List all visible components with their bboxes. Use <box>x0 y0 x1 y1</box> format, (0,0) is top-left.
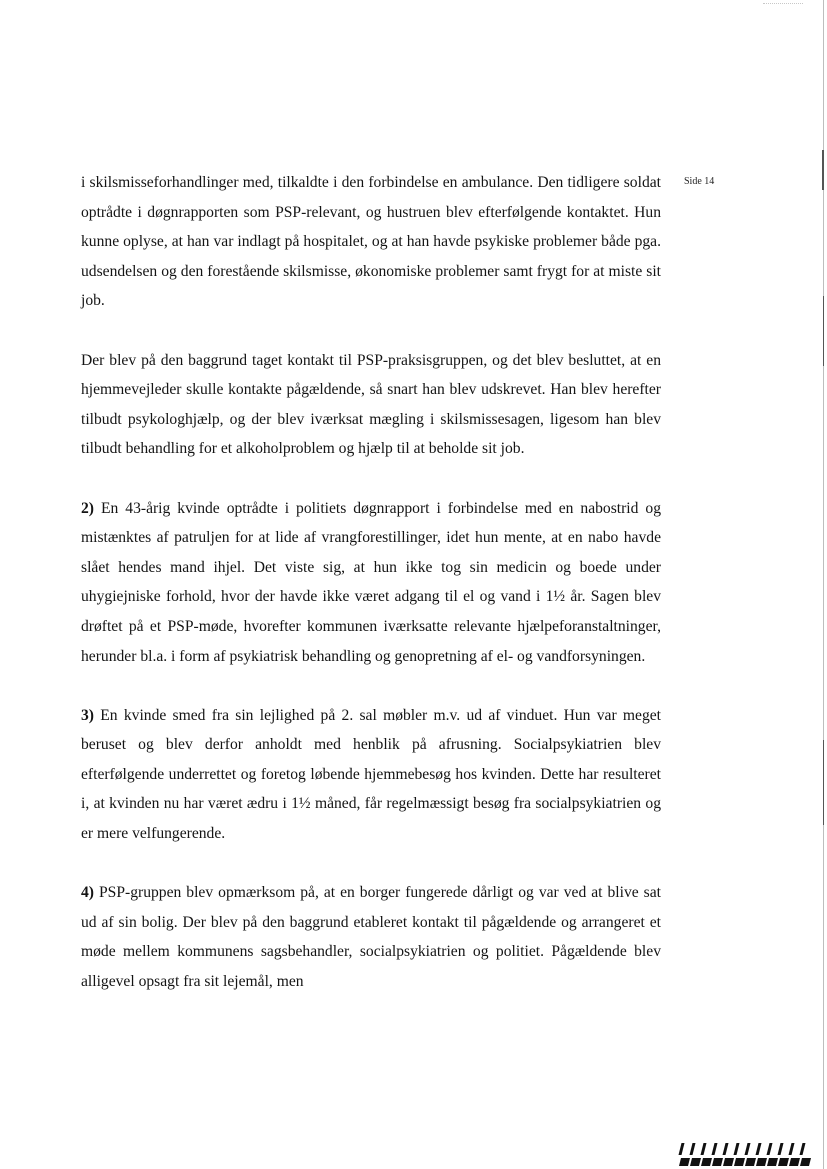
paragraph-text: i skilsmisseforhandlinger med, tilkaldte i den forbindelse en ambulance. Den tidligere soldat optrådte i døgnrapporten som PSP-relevant, og hustruen blev efterfølgende kontaktet. Hun kunne oplyse, at han var indlagt på hospitalet, og at han havde psykiske problemer både pga. udsendelsen og den forestående skilsmisse, økonomiske problemer samt frygt for at miste sit job. <box>81 174 661 310</box>
paragraph <box>81 346 661 464</box>
scan-edge-mark <box>823 296 824 366</box>
case-number: 4) <box>81 884 94 902</box>
scan-artifact <box>763 3 803 4</box>
scan-edge-mark <box>822 150 824 190</box>
paragraph-text: Der blev på den baggrund taget kontakt til PSP-praksisgruppen, og det blev besluttet, at en hjemmevejleder skulle kontakte pågældende, så snart han blev udskrevet. Han blev herefter tilbudt psykologhjælp, og der blev iværksat mægling i skilsmissesagen, ligesom han blev tilbudt behandling for et alkoholproblem og hjælp til at beholde sit job. <box>81 351 661 458</box>
document-body <box>81 168 661 1026</box>
paragraph-case-4 <box>81 878 661 996</box>
page-number-label: Side 14 <box>684 176 715 187</box>
case-number: 2) <box>81 499 94 517</box>
paragraph-case-2 <box>81 494 661 672</box>
paragraph-text: PSP-gruppen blev opmærksom på, at en borger fungerede dårligt og var ved at blive sat ud af sin bolig. Der blev på den baggrund etableret kontakt til pågældende og arrangeret et møde mellem kommunens sagsbehandler, socialpsykiatrien og politiet. Pågældende blev alligevel opsagt fra sit lejemål, men <box>81 884 661 991</box>
paragraph-text: En 43-årig kvinde optrådte i politiets døgnrapport i forbindelse med en nabostrid og mistænktes af patruljen for at lide af vrangforestillinger, idet hun mente, at en nabo havde slået hendes mand ihjel. Det viste sig, at hun ikke tog sin medicin og boede under uhygiejniske forhold, hvor der havde ikke været adgang til el og vand i 1½ år. Sagen blev drøftet på et PSP-møde, hvorefter kommunen iværksatte relevante hjælpeforanstaltninger, herunder bl.a. i form af psykiatrisk behandling og genopretning af el- og vandforsyningen. <box>81 499 662 665</box>
paragraph-text: En kvinde smed fra sin lejlighed på 2. sal møbler m.v. ud af vinduet. Hun var meget beruset og blev derfor anholdt med henblik på afrusning. Socialpsykiatrien blev efterfølgende underrettet og foretog løbende hjemmebesøg hos kvinden. Dette har resulteret i, at kvinden nu har været ædru i 1½ måned, får regelmæssigt besøg fra socialpsykiatrien og er mere velfungerende. <box>81 706 661 843</box>
paragraph <box>81 168 661 316</box>
case-number: 3) <box>81 706 94 724</box>
scan-edge-mark <box>823 740 824 825</box>
paragraph-case-3 <box>81 701 661 849</box>
barcode-mark <box>680 1143 814 1167</box>
